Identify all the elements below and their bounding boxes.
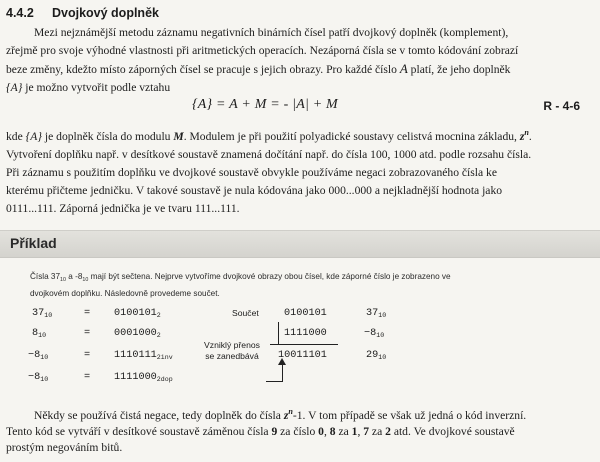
section-title: Dvojkový doplněk: [52, 6, 159, 20]
row-lhs: −8: [28, 372, 41, 383]
modulus-line-4: kterému přičteme jedničku. V takové soustavě je nula kódována jako 000...000 a nejkladnější hodnota jako: [6, 183, 503, 197]
inverse-line-3: prostým negováním bitů.: [6, 440, 123, 454]
row-equals: =: [84, 372, 91, 383]
row-equals: =: [84, 308, 91, 319]
decimal-sub: 10: [378, 353, 387, 361]
row-equals: =: [84, 328, 91, 339]
carry-note-line-1: Vzniklý přenos: [204, 340, 260, 350]
comma-2: ,: [357, 424, 364, 438]
sum-operand-b: 1111000: [284, 328, 327, 339]
row-equals: =: [84, 350, 91, 361]
formula-reference: R - 4-6: [543, 99, 580, 113]
paragraph-intro: [6, 24, 590, 97]
inverse-text-f: za: [369, 424, 386, 438]
intro-line-4: [6, 79, 590, 97]
row-lhs-sub: 10: [40, 375, 49, 383]
conversion-row: [32, 328, 46, 339]
row-rhs: [114, 372, 173, 383]
carry-note: [192, 340, 272, 362]
section-number: 4.4.2: [6, 6, 34, 20]
complement-formula: {A} = A + M = - |A| + M: [192, 97, 338, 112]
digit-1: 1: [351, 424, 358, 438]
formula-row: [6, 96, 590, 118]
decimal-value: 37: [366, 308, 379, 319]
inverse-text-g: atd. Ve dvojkové soustavě: [390, 424, 515, 438]
row-lhs: −8: [28, 350, 41, 361]
exponent-n: n: [524, 128, 529, 137]
row-rhs-sub: 2: [156, 331, 161, 339]
intro-line-4-text: je možno vytvořit podle vztahu: [22, 81, 171, 94]
sum-label: Součet: [232, 308, 259, 318]
modulus-line-2: Vytvoření doplňku např. v desítkové soustavě znamená dočítání např. do čísla 100, 1000 atd. podle rozsahu čísla.: [6, 147, 532, 161]
comma-1: ,: [323, 424, 330, 438]
inverse-line-2: [6, 424, 590, 440]
intro-line-3: [6, 60, 590, 79]
variable-z: z: [519, 129, 525, 143]
conversion-row: [28, 372, 48, 383]
inverse-text-e: za: [335, 424, 352, 438]
row-lhs-sub: 10: [40, 353, 49, 361]
inverse-text-b: -1. V tom případě se však už jedná o kód inverzní.: [292, 408, 527, 422]
row-rhs-value: 1111000: [114, 372, 157, 383]
row-rhs-value: 0100101: [114, 308, 157, 319]
row-rhs-sub: 2dop: [156, 375, 173, 383]
row-lhs: 37: [32, 308, 45, 319]
row-rhs-sub: 2: [156, 311, 161, 319]
sum-operand-a: 0100101: [284, 308, 327, 319]
modulus-text-b: je doplněk čísla do modulu: [42, 129, 174, 143]
digit-2: 2: [385, 424, 391, 438]
carry-bracket-line: [278, 322, 279, 344]
row-rhs: [114, 308, 161, 319]
modulus-text-d: .: [528, 129, 532, 143]
complement-symbol-2: {A}: [25, 129, 42, 143]
row-rhs-value: 1110111: [114, 350, 157, 361]
row-rhs: [114, 328, 161, 339]
carry-note-line-2: se zanedbává: [205, 351, 259, 361]
row-rhs: [114, 350, 173, 361]
sum-result: 10011101: [278, 350, 327, 361]
digit-0: 0: [318, 424, 324, 438]
inverse-text-d: za číslo: [277, 424, 319, 438]
row-rhs-sub: 2inv: [156, 353, 173, 361]
intro-line-1: Mezi nejznámější metodu záznamu negativních binárních čísel patří dvojkový doplněk (komplement),: [34, 26, 509, 39]
intro-line-3-text-b: platí, že jeho doplněk: [407, 63, 511, 76]
example-header-bar: [0, 230, 600, 258]
row-lhs: 8: [32, 328, 39, 339]
intro-line-3-text-a: beze změny, kdežto místo záporných čísel se pracuje s jejich obrazy. Pro každé číslo: [6, 63, 400, 76]
decimal-value: −8: [364, 328, 377, 339]
sum-result-decimal: [366, 350, 386, 361]
modulus-line-1: [6, 124, 590, 146]
paragraph-inverse: [6, 404, 590, 456]
example-intro-line-1: [30, 270, 570, 287]
intro-line-2: zřejmě pro svoje výhodné vlastnosti při aritmetických operacích. Nezáporná čísla se v tomto kódování zobrazí: [6, 44, 519, 57]
decimal-sub: 10: [376, 331, 385, 339]
variable-m: M: [173, 129, 184, 143]
intro-sub-2: 10: [82, 277, 89, 283]
variable-z-2: z: [283, 408, 289, 422]
digit-9: 9: [271, 424, 278, 438]
conversion-row: [28, 350, 48, 361]
variable-a: A: [399, 61, 408, 76]
up-arrow-icon: [278, 358, 286, 365]
row-rhs-value: 0001000: [114, 328, 157, 339]
intro-text-a: Čísla 37: [30, 272, 61, 281]
modulus-text-c: . Modulem je při použití polyadické soustavy celistvá mocnina základu,: [183, 129, 520, 143]
carry-arrow-base: [266, 381, 283, 382]
modulus-line-5: 0111...111. Záporná jednička je ve tvaru 111...111.: [6, 201, 240, 215]
digit-8: 8: [329, 424, 336, 438]
paragraph-modulus: [6, 124, 590, 218]
inverse-text-a: Někdy se používá čistá negace, tedy doplněk do čísla: [34, 408, 284, 422]
exponent-n-2: n: [288, 407, 293, 416]
carry-arrow-shaft: [282, 364, 283, 382]
complement-symbol: {A}: [6, 81, 23, 94]
sum-underline: [270, 344, 338, 345]
conversion-row: [32, 308, 52, 319]
inverse-text-c: Tento kód se vytváří v desítkové soustavě záměnou čísla: [6, 424, 272, 438]
decimal-value: 29: [366, 350, 379, 361]
row-lhs-sub: 10: [44, 311, 53, 319]
row-lhs-sub: 10: [38, 331, 47, 339]
example-intro-line-2: dvojkovém doplňku. Následovně provedeme součet.: [30, 289, 220, 298]
intro-text-c: mají být sečtena. Nejprve vytvoříme dvojkové obrazy obou čísel, kde záporné číslo je zobrazeno ve: [88, 272, 451, 281]
inverse-line-1: [6, 404, 590, 424]
modulus-line-3: Při záznamu s použitím doplňku ve dvojkové soustavě obvykle používáme negaci zobrazovaného čísla ke: [6, 165, 497, 179]
section-heading: [6, 6, 159, 20]
modulus-text-a: kde: [6, 129, 26, 143]
example-title: Příklad: [10, 235, 57, 251]
intro-text-b: a -8: [65, 272, 83, 281]
decimal-sub: 10: [378, 311, 387, 319]
sum-operand-a-decimal: [366, 308, 386, 319]
digit-7: 7: [363, 424, 370, 438]
intro-sub-1: 10: [60, 277, 66, 283]
sum-operand-b-decimal: [364, 328, 384, 339]
example-intro: [30, 270, 570, 300]
